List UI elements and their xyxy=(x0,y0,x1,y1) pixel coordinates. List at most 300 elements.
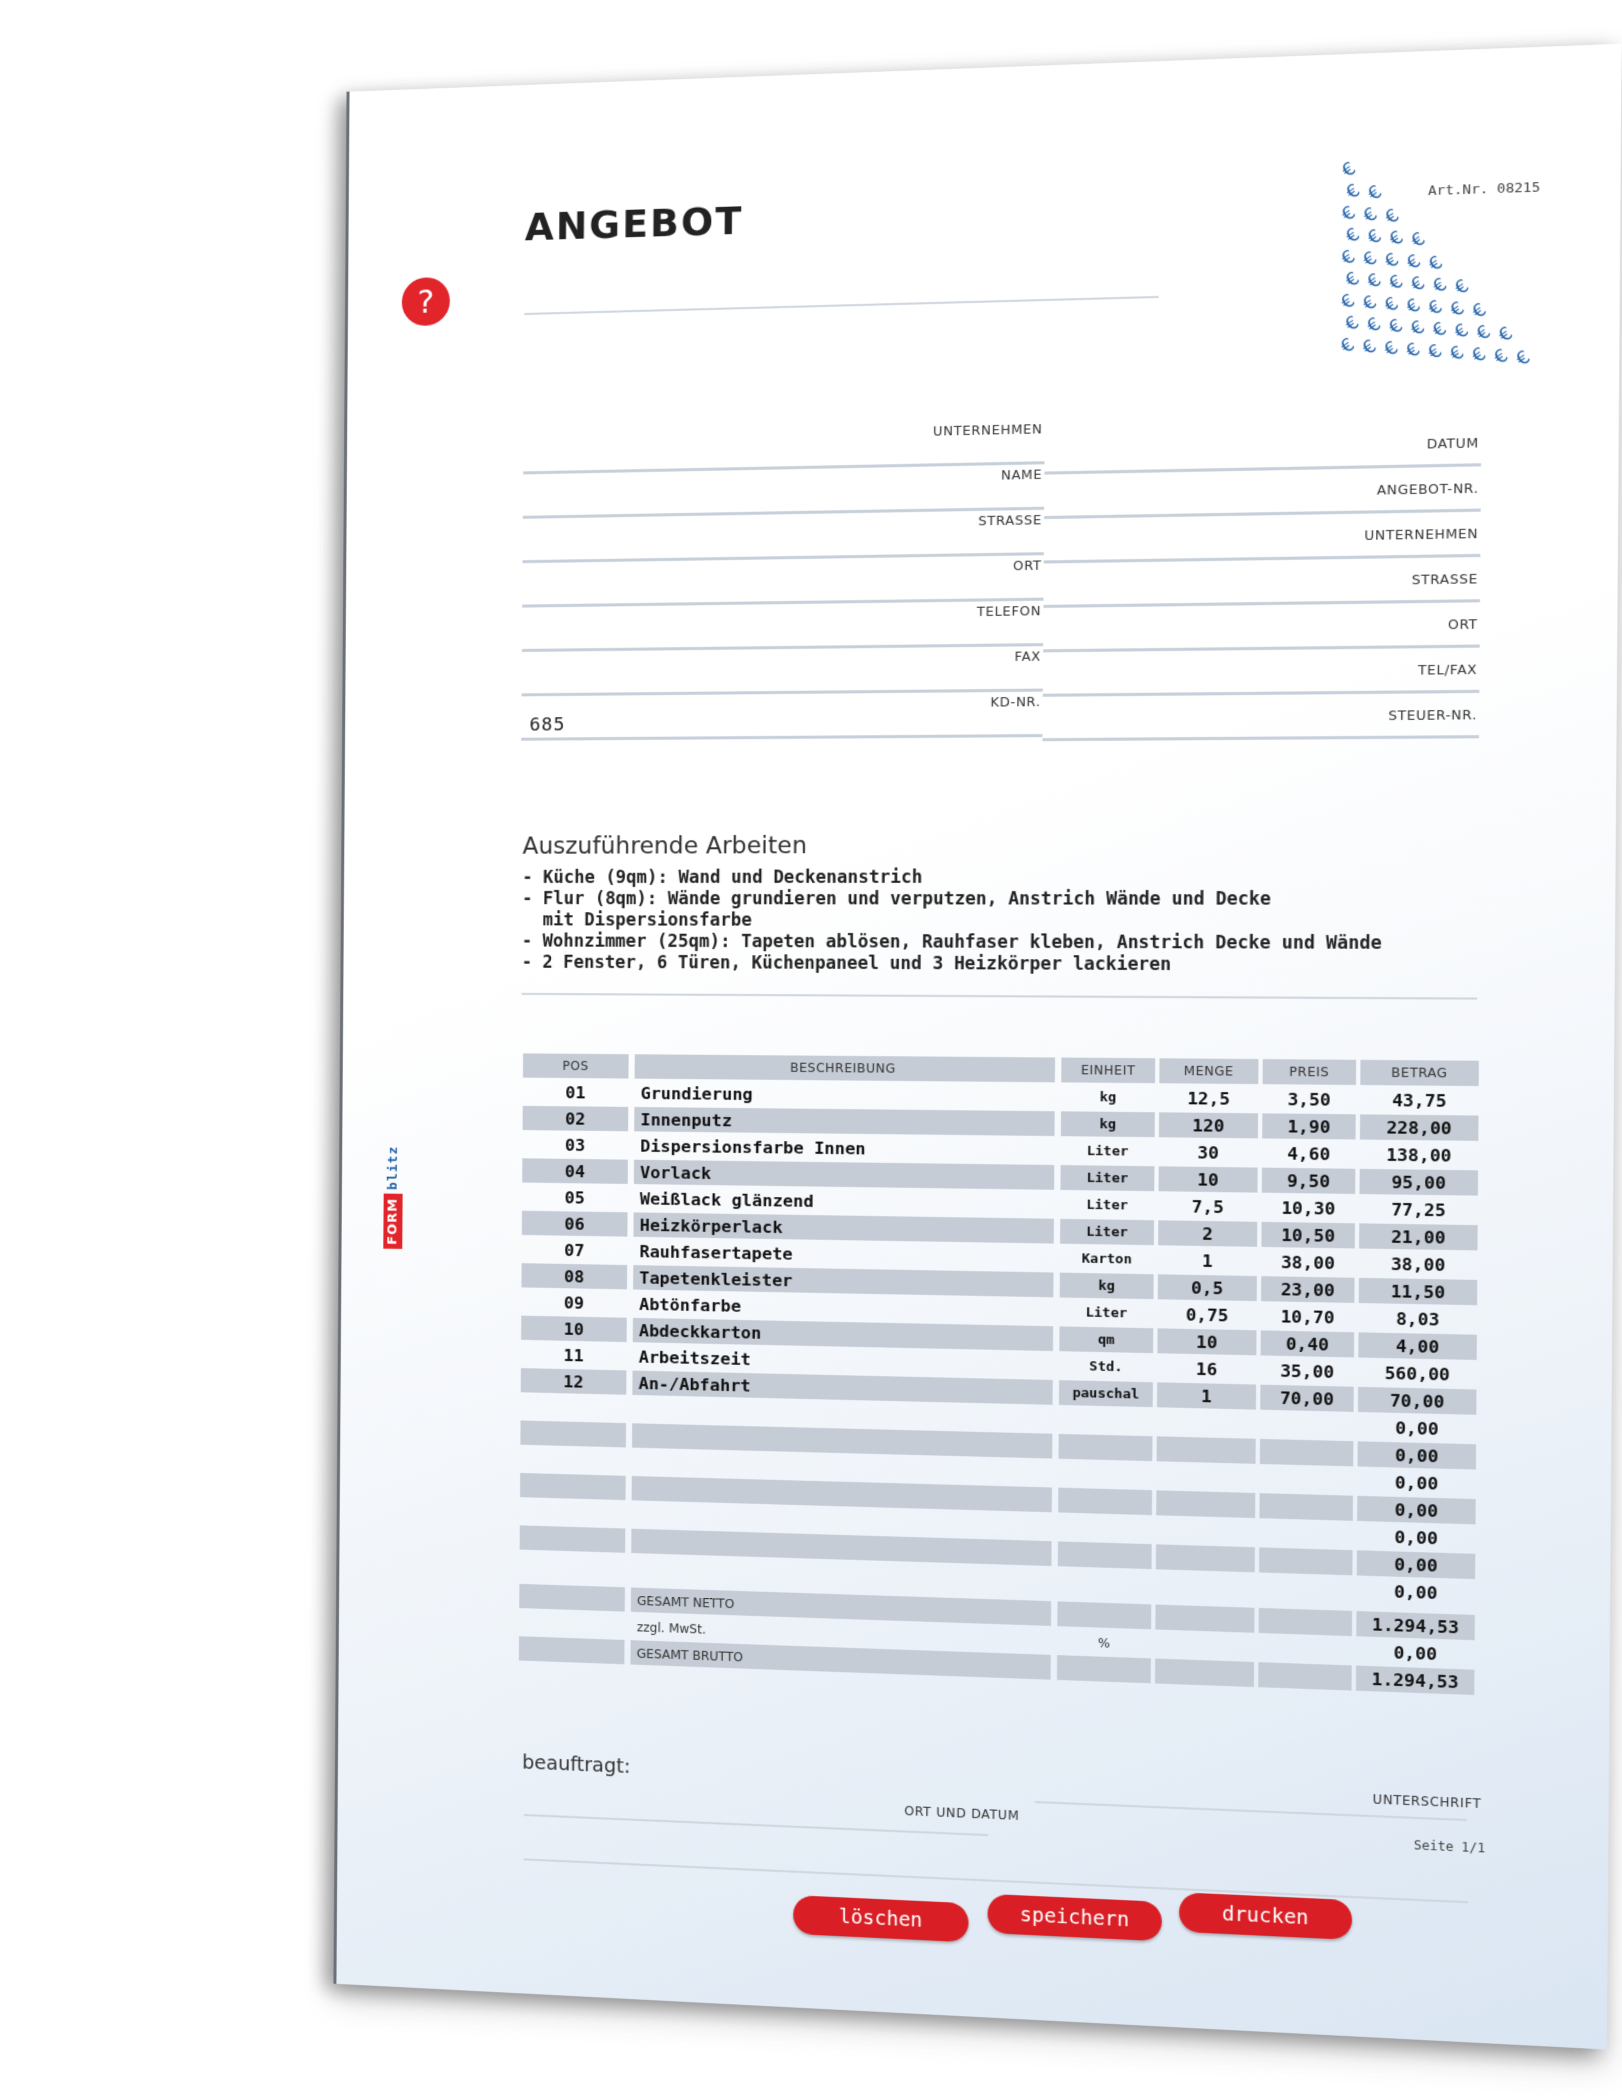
cell-unit-value: Karton xyxy=(1081,1251,1132,1268)
cell-qty-value xyxy=(1157,1409,1256,1436)
table-cell-amount[interactable] xyxy=(1358,1332,1477,1360)
table-cell-price[interactable] xyxy=(1262,1086,1356,1112)
euro-glyph: € xyxy=(1493,322,1517,346)
table-cell-price[interactable] xyxy=(1259,1493,1353,1521)
cell-pos-value xyxy=(520,1421,626,1448)
cell-qty-value: 30 xyxy=(1197,1142,1219,1163)
cell-amount-value: 8,03 xyxy=(1395,1308,1440,1330)
table-cell-qty[interactable] xyxy=(1157,1382,1256,1409)
table-cell-qty[interactable] xyxy=(1158,1301,1257,1328)
cell-price-value xyxy=(1259,1575,1353,1603)
cell-price-value: 9,50 xyxy=(1286,1171,1331,1192)
table-cell-qty[interactable] xyxy=(1156,1571,1255,1599)
cell-amount-value: 0,00 xyxy=(1394,1499,1439,1522)
cell-amount-value: 0,00 xyxy=(1394,1527,1438,1549)
totals-cell-pos xyxy=(519,1584,625,1612)
cell-desc-value: Heizkörperlack xyxy=(639,1215,783,1238)
header-label: BESCHREIBUNG xyxy=(790,1060,896,1076)
table-cell-price[interactable] xyxy=(1261,1222,1355,1249)
recipient-field-label: UNTERNEHMEN xyxy=(1364,525,1479,544)
positions-table xyxy=(519,1053,1483,1697)
cell-qty-value: 120 xyxy=(1192,1115,1225,1136)
table-cell-qty[interactable] xyxy=(1156,1490,1255,1518)
table-cell-unit[interactable] xyxy=(1061,1111,1155,1137)
table-cell-desc[interactable] xyxy=(634,1107,1054,1136)
euro-glyph: € xyxy=(1362,268,1385,293)
cell-unit-value: Std. xyxy=(1089,1359,1123,1376)
sender-field-label: TELEFON xyxy=(976,602,1042,620)
header-cell xyxy=(523,1053,629,1078)
cell-amount-value: 38,00 xyxy=(1390,1254,1446,1276)
page-title: ANGEBOT xyxy=(524,199,744,250)
cell-pos-value: 03 xyxy=(564,1135,586,1156)
table-cell-unit[interactable] xyxy=(1060,1299,1154,1326)
euro-glyph: € xyxy=(1427,317,1451,342)
table-cell-price[interactable] xyxy=(1259,1520,1353,1548)
table-cell-unit[interactable] xyxy=(1060,1192,1154,1218)
table-cell-pos[interactable] xyxy=(519,1552,625,1580)
table-cell-price[interactable] xyxy=(1260,1439,1354,1466)
logo-form-text: FORM xyxy=(383,1194,402,1249)
table-cell-unit[interactable] xyxy=(1060,1246,1154,1272)
table-cell-qty[interactable] xyxy=(1157,1355,1256,1382)
table-cell-amount[interactable] xyxy=(1358,1414,1477,1442)
work-line: - 2 Fenster, 6 Türen, Küchenpaneel und 3 Heizkörper lackieren xyxy=(521,952,1172,976)
totals-cell-unit xyxy=(1057,1601,1151,1629)
cell-qty-value: 2 xyxy=(1202,1224,1214,1245)
table-cell-amount[interactable] xyxy=(1360,1142,1479,1169)
euro-glyph: € xyxy=(1340,311,1363,335)
cell-amount-value: 77,25 xyxy=(1391,1199,1446,1221)
cell-price-value xyxy=(1260,1439,1354,1466)
euro-glyph: € xyxy=(1406,315,1429,340)
sender-field[interactable] xyxy=(522,646,1044,696)
euro-glyph: € xyxy=(1336,245,1359,270)
table-cell-amount[interactable] xyxy=(1357,1523,1476,1552)
table-cell-unit[interactable] xyxy=(1058,1488,1152,1515)
cell-price-value xyxy=(1260,1412,1354,1439)
table-cell-amount[interactable] xyxy=(1357,1469,1476,1497)
cell-qty-value xyxy=(1156,1517,1255,1545)
table-cell-amount[interactable] xyxy=(1357,1550,1476,1579)
euro-glyph: € xyxy=(1450,274,1473,299)
table-cell-unit[interactable] xyxy=(1060,1219,1154,1245)
unterschrift-label: UNTERSCHRIFT xyxy=(1372,1792,1482,1812)
euro-glyph: € xyxy=(1363,180,1386,205)
table-cell-pos[interactable] xyxy=(521,1394,627,1421)
table-cell-amount[interactable] xyxy=(1359,1305,1478,1333)
cell-unit-value xyxy=(1058,1488,1152,1515)
euro-glyph: € xyxy=(1445,297,1468,321)
cell-price-value: 10,50 xyxy=(1281,1225,1336,1247)
table-cell-pos[interactable] xyxy=(521,1289,627,1315)
table-cell-amount[interactable] xyxy=(1358,1360,1477,1388)
table-cell-unit[interactable] xyxy=(1058,1568,1152,1596)
cell-qty-value: 0,5 xyxy=(1191,1278,1224,1299)
recipient-field[interactable] xyxy=(1043,556,1480,608)
cell-price-value xyxy=(1259,1547,1353,1575)
header-cell xyxy=(635,1054,1055,1082)
table-cell-qty[interactable] xyxy=(1156,1544,1255,1572)
table-cell-unit[interactable] xyxy=(1059,1353,1153,1380)
cell-amount-value: 0,00 xyxy=(1395,1418,1439,1440)
euro-glyph: € xyxy=(1471,320,1495,345)
table-cell-price[interactable] xyxy=(1262,1113,1356,1139)
euro-glyph: € xyxy=(1401,293,1425,318)
euro-glyph: € xyxy=(1357,334,1380,359)
cell-unit-value: kg xyxy=(1098,1278,1115,1295)
cell-qty-value xyxy=(1156,1544,1255,1572)
totals-cell-qty xyxy=(1155,1605,1254,1633)
table-cell-qty[interactable] xyxy=(1159,1166,1258,1192)
table-cell-pos[interactable] xyxy=(521,1368,627,1395)
cell-price-value: 1,90 xyxy=(1287,1116,1331,1138)
cell-price-value: 4,60 xyxy=(1287,1143,1331,1165)
table-cell-pos[interactable] xyxy=(522,1211,628,1237)
table-cell-price[interactable] xyxy=(1259,1575,1353,1603)
cell-amount-value: 43,75 xyxy=(1391,1090,1447,1112)
cell-desc-value: Vorlack xyxy=(639,1162,712,1184)
header-label: BETRAG xyxy=(1391,1065,1448,1081)
recipient-field-label: TEL/FAX xyxy=(1417,661,1478,678)
cell-amount-value: 11,50 xyxy=(1390,1281,1446,1303)
table-cell-unit[interactable] xyxy=(1058,1515,1152,1543)
recipient-field[interactable] xyxy=(1043,647,1480,697)
cell-price-value: 0,40 xyxy=(1285,1334,1329,1355)
cell-qty-value xyxy=(1157,1436,1256,1463)
cell-unit-value xyxy=(1058,1541,1152,1569)
table-cell-pos[interactable] xyxy=(523,1080,629,1105)
header-label: MENGE xyxy=(1183,1063,1234,1079)
euro-glyph: € xyxy=(1380,204,1403,228)
cell-price-value xyxy=(1260,1466,1354,1494)
sender-field-label: NAME xyxy=(1000,466,1043,483)
table-cell-pos[interactable] xyxy=(521,1316,627,1342)
cell-desc-value: Rauhfasertapete xyxy=(639,1241,793,1264)
work-line: - Wohnzimmer (25qm): Tapeten ablösen, Rauhfaser kleben, Anstrich Decke und Wände xyxy=(521,931,1382,955)
cell-qty-value: 10 xyxy=(1197,1169,1219,1190)
cell-unit-value: qm xyxy=(1097,1332,1115,1349)
totals-cell-amount xyxy=(1356,1611,1475,1640)
cell-price-value: 38,00 xyxy=(1280,1252,1335,1274)
cell-unit-value: pauschal xyxy=(1072,1385,1140,1403)
recipient-field[interactable] xyxy=(1044,511,1481,564)
table-cell-price[interactable] xyxy=(1262,1140,1356,1166)
totals-value: 1.294,53 xyxy=(1371,1614,1460,1638)
euro-glyph: € xyxy=(1406,271,1429,296)
table-cell-pos[interactable] xyxy=(521,1342,627,1369)
cell-amount-value: 0,00 xyxy=(1393,1581,1438,1604)
table-cell-desc[interactable] xyxy=(634,1186,1054,1217)
totals-label: GESAMT BRUTTO xyxy=(636,1646,744,1665)
cell-desc-value: Weißlack glänzend xyxy=(639,1189,814,1212)
table-cell-amount[interactable] xyxy=(1357,1496,1476,1525)
cell-qty-value: 10 xyxy=(1196,1332,1218,1353)
cell-pos-value: 01 xyxy=(565,1083,586,1103)
table-cell-qty[interactable] xyxy=(1156,1463,1255,1491)
header-cell xyxy=(1263,1059,1357,1085)
euro-glyph: € xyxy=(1380,248,1403,273)
logo-blitz-text: blitz xyxy=(385,1145,401,1190)
euro-glyph: € xyxy=(1379,292,1403,317)
sender-field-value[interactable]: 685 xyxy=(529,714,566,736)
table-cell-price[interactable] xyxy=(1260,1358,1354,1385)
table-cell-qty[interactable] xyxy=(1157,1328,1256,1355)
table-cell-pos[interactable] xyxy=(523,1106,629,1131)
euro-glyph: € xyxy=(1467,298,1491,323)
cell-pos-value xyxy=(519,1552,625,1580)
table-cell-unit[interactable] xyxy=(1060,1165,1154,1191)
cell-pos-value: 05 xyxy=(564,1188,585,1208)
recipient-field-label: ORT xyxy=(1447,616,1478,633)
table-cell-desc[interactable] xyxy=(634,1133,1054,1163)
euro-glyph: € xyxy=(1341,223,1364,247)
totals-value: 0,00 xyxy=(1393,1642,1438,1665)
table-cell-price[interactable] xyxy=(1260,1385,1354,1412)
euro-glyph: € xyxy=(1489,344,1512,369)
euro-glyph: € xyxy=(1337,157,1360,182)
table-cell-unit[interactable] xyxy=(1059,1380,1153,1407)
table-cell-amount[interactable] xyxy=(1360,1087,1479,1113)
cell-price-value xyxy=(1259,1493,1353,1521)
table-cell-pos[interactable] xyxy=(522,1237,628,1263)
cell-price-value: 3,50 xyxy=(1287,1089,1331,1110)
recipient-field-label: DATUM xyxy=(1426,434,1480,452)
formblitz-logo xyxy=(381,1102,404,1249)
totals-cell-qty xyxy=(1155,1659,1254,1687)
cell-unit-value: kg xyxy=(1099,1116,1117,1133)
totals-cell-unit xyxy=(1057,1628,1151,1656)
table-cell-qty[interactable] xyxy=(1157,1409,1256,1436)
print-button[interactable]: drucken xyxy=(1179,1892,1352,1940)
header-cell xyxy=(1061,1058,1155,1084)
table-cell-unit[interactable] xyxy=(1061,1084,1155,1110)
ort-datum-label: ORT UND DATUM xyxy=(904,1803,1020,1824)
work-line: - Flur (8qm): Wände grundieren und verputzen, Anstrich Wände und Decke xyxy=(522,888,1271,910)
euro-glyph: € xyxy=(1511,345,1534,370)
euro-glyph: € xyxy=(1406,227,1429,252)
table-cell-amount[interactable] xyxy=(1360,1114,1479,1140)
save-button[interactable]: speichern xyxy=(987,1894,1162,1941)
table-cell-qty[interactable] xyxy=(1158,1247,1257,1274)
sender-field[interactable] xyxy=(522,555,1044,607)
sender-field[interactable] xyxy=(522,510,1044,563)
table-cell-amount[interactable] xyxy=(1358,1387,1477,1415)
cell-unit-value: Liter xyxy=(1086,1197,1129,1214)
table-cell-price[interactable] xyxy=(1261,1276,1355,1303)
euro-glyph: € xyxy=(1337,201,1360,226)
table-cell-price[interactable] xyxy=(1261,1249,1355,1276)
cell-unit-value: Liter xyxy=(1086,1224,1128,1241)
euro-glyph: € xyxy=(1336,289,1359,314)
header-cell xyxy=(1159,1058,1258,1084)
page-number: Seite 1/1 xyxy=(1413,1837,1486,1856)
table-cell-desc[interactable] xyxy=(634,1081,1054,1110)
euro-glyph: € xyxy=(1424,251,1447,276)
cell-unit-value: Liter xyxy=(1085,1305,1128,1322)
table-cell-qty[interactable] xyxy=(1156,1517,1255,1545)
euro-glyph: € xyxy=(1445,341,1468,365)
cell-amount-value: 560,00 xyxy=(1384,1363,1451,1385)
euro-glyph: € xyxy=(1428,273,1451,298)
cell-desc-value: Abdeckkarton xyxy=(638,1321,762,1343)
help-button[interactable]: ? xyxy=(402,277,450,327)
cell-desc-value: Grundierung xyxy=(640,1083,753,1105)
table-cell-amount[interactable] xyxy=(1359,1251,1478,1278)
table-cell-qty[interactable] xyxy=(1159,1139,1258,1165)
cell-price-value xyxy=(1259,1520,1353,1548)
delete-button[interactable]: löschen xyxy=(793,1895,969,1942)
table-cell-price[interactable] xyxy=(1259,1547,1353,1575)
euro-glyph: € xyxy=(1358,246,1381,271)
table-cell-pos[interactable] xyxy=(520,1421,626,1448)
table-cell-amount[interactable] xyxy=(1358,1441,1477,1469)
cell-amount-value: 0,00 xyxy=(1394,1554,1438,1576)
table-cell-amount[interactable] xyxy=(1357,1578,1476,1607)
form-page xyxy=(333,44,1621,2050)
table-cell-unit[interactable] xyxy=(1060,1273,1154,1300)
totals-cell-pos xyxy=(519,1610,625,1638)
table-cell-price[interactable] xyxy=(1261,1303,1355,1330)
cell-qty-value: 1 xyxy=(1201,1251,1213,1272)
table-cell-amount[interactable] xyxy=(1359,1223,1478,1250)
cell-qty-value xyxy=(1156,1463,1255,1491)
sender-field[interactable] xyxy=(521,692,1043,741)
totals-label: zzgl. MwSt. xyxy=(636,1620,706,1637)
cell-amount-value: 95,00 xyxy=(1391,1172,1446,1194)
table-cell-price[interactable] xyxy=(1262,1195,1356,1221)
cell-pos-value: 02 xyxy=(565,1109,586,1129)
cell-price-value: 10,70 xyxy=(1280,1306,1335,1328)
euro-glyph: € xyxy=(1449,319,1473,343)
totals-cell-qty xyxy=(1155,1632,1254,1660)
table-cell-unit[interactable] xyxy=(1058,1541,1152,1569)
header-label: POS xyxy=(562,1058,589,1074)
sender-field[interactable] xyxy=(522,601,1044,652)
euro-glyph: € xyxy=(1401,338,1424,362)
table-cell-unit[interactable] xyxy=(1061,1138,1155,1164)
euro-glyph: € xyxy=(1423,339,1446,364)
recipient-field-label: STRASSE xyxy=(1411,570,1479,588)
cell-pos-value: 09 xyxy=(563,1293,585,1313)
euro-glyph: € xyxy=(1358,202,1381,227)
cell-pos-value: 12 xyxy=(563,1372,584,1392)
table-cell-pos[interactable] xyxy=(522,1185,628,1211)
table-cell-pos[interactable] xyxy=(522,1158,628,1184)
euro-glyph: € xyxy=(1340,267,1364,291)
recipient-field[interactable] xyxy=(1043,601,1480,652)
work-description-text[interactable] xyxy=(522,867,1472,978)
totals-cell-unit xyxy=(1057,1655,1151,1683)
table-cell-price[interactable] xyxy=(1261,1330,1355,1357)
table-cell-pos[interactable] xyxy=(520,1473,626,1500)
cell-price-value: 35,00 xyxy=(1280,1361,1335,1383)
table-cell-amount[interactable] xyxy=(1360,1169,1479,1196)
table-cell-amount[interactable] xyxy=(1359,1278,1478,1305)
cell-price-value: 23,00 xyxy=(1280,1279,1335,1301)
table-cell-qty[interactable] xyxy=(1158,1274,1257,1301)
table-cell-unit[interactable] xyxy=(1059,1407,1153,1434)
cell-unit-value xyxy=(1059,1434,1153,1461)
table-cell-pos[interactable] xyxy=(521,1263,627,1289)
euro-glyph: € xyxy=(1402,249,1425,274)
table-cell-pos[interactable] xyxy=(520,1447,626,1474)
cell-pos-value: 10 xyxy=(563,1319,584,1340)
table-cell-unit[interactable] xyxy=(1059,1326,1153,1353)
euro-glyph: € xyxy=(1341,179,1364,203)
cell-desc-value: Tapetenkleister xyxy=(639,1268,793,1291)
table-cell-qty[interactable] xyxy=(1159,1085,1258,1111)
table-cell-price[interactable] xyxy=(1260,1466,1354,1494)
euro-glyph: € xyxy=(1379,336,1402,361)
title-underline xyxy=(524,296,1158,315)
euro-glyph: € xyxy=(1363,224,1386,249)
cell-qty-value: 12,5 xyxy=(1187,1088,1231,1109)
euro-glyph: € xyxy=(1384,226,1408,250)
cell-pos-value xyxy=(520,1525,626,1552)
totals-cell-amount xyxy=(1356,1638,1475,1667)
table-cell-qty[interactable] xyxy=(1159,1112,1258,1138)
table-cell-pos[interactable] xyxy=(520,1525,626,1552)
table-cell-price[interactable] xyxy=(1262,1168,1356,1194)
cell-unit-value: kg xyxy=(1099,1089,1117,1106)
sender-field-label: KD-NR. xyxy=(990,693,1041,710)
recipient-field[interactable] xyxy=(1042,692,1479,741)
table-cell-qty[interactable] xyxy=(1158,1193,1257,1219)
cell-unit-value: Liter xyxy=(1086,1143,1129,1160)
euro-pattern-icon xyxy=(1328,155,1534,371)
euro-glyph: € xyxy=(1384,270,1407,294)
totals-cell-pos xyxy=(519,1636,625,1664)
table-cell-qty[interactable] xyxy=(1157,1436,1256,1463)
euro-glyph: € xyxy=(1362,312,1385,337)
cell-desc-value: An-/Abfahrt xyxy=(638,1373,751,1396)
field-line xyxy=(1042,735,1479,741)
beauftragt-label: beauftragt: xyxy=(522,1751,631,1779)
table-cell-amount[interactable] xyxy=(1359,1196,1478,1223)
table-cell-pos[interactable] xyxy=(522,1132,628,1158)
sender-field-label: ORT xyxy=(1012,557,1042,574)
cell-amount-value: 228,00 xyxy=(1386,1117,1452,1139)
cell-pos-value: 08 xyxy=(564,1266,585,1287)
euro-glyph: € xyxy=(1467,342,1490,367)
cell-qty-value: 0,75 xyxy=(1185,1304,1229,1326)
cell-pos-value: 11 xyxy=(563,1345,584,1366)
cell-pos-value: 06 xyxy=(564,1214,585,1234)
totals-label: GESAMT NETTO xyxy=(636,1593,735,1612)
table-cell-qty[interactable] xyxy=(1158,1220,1257,1247)
table-cell-unit[interactable] xyxy=(1058,1461,1152,1488)
cell-qty-value: 7,5 xyxy=(1191,1196,1224,1218)
cell-amount-value: 4,00 xyxy=(1395,1336,1440,1358)
table-cell-pos[interactable] xyxy=(520,1499,626,1526)
euro-glyph: € xyxy=(1384,314,1407,339)
cell-pos-value xyxy=(520,1499,626,1526)
article-number: Art.Nr. 08215 xyxy=(1427,179,1541,200)
table-cell-desc[interactable] xyxy=(634,1160,1054,1190)
cell-desc-value: Abtönfarbe xyxy=(639,1294,742,1316)
sender-field-label: FAX xyxy=(1014,648,1042,665)
cell-unit-value: Liter xyxy=(1086,1170,1129,1187)
table-cell-unit[interactable] xyxy=(1059,1434,1153,1461)
totals-value: 1.294,53 xyxy=(1371,1669,1459,1693)
euro-glyph: € xyxy=(1336,333,1359,358)
header-label: EINHEIT xyxy=(1080,1062,1136,1078)
cell-unit-value xyxy=(1058,1515,1152,1543)
totals-cell-amount xyxy=(1356,1666,1475,1695)
table-cell-price[interactable] xyxy=(1260,1412,1354,1439)
work-line: mit Dispersionsfarbe xyxy=(521,910,752,931)
